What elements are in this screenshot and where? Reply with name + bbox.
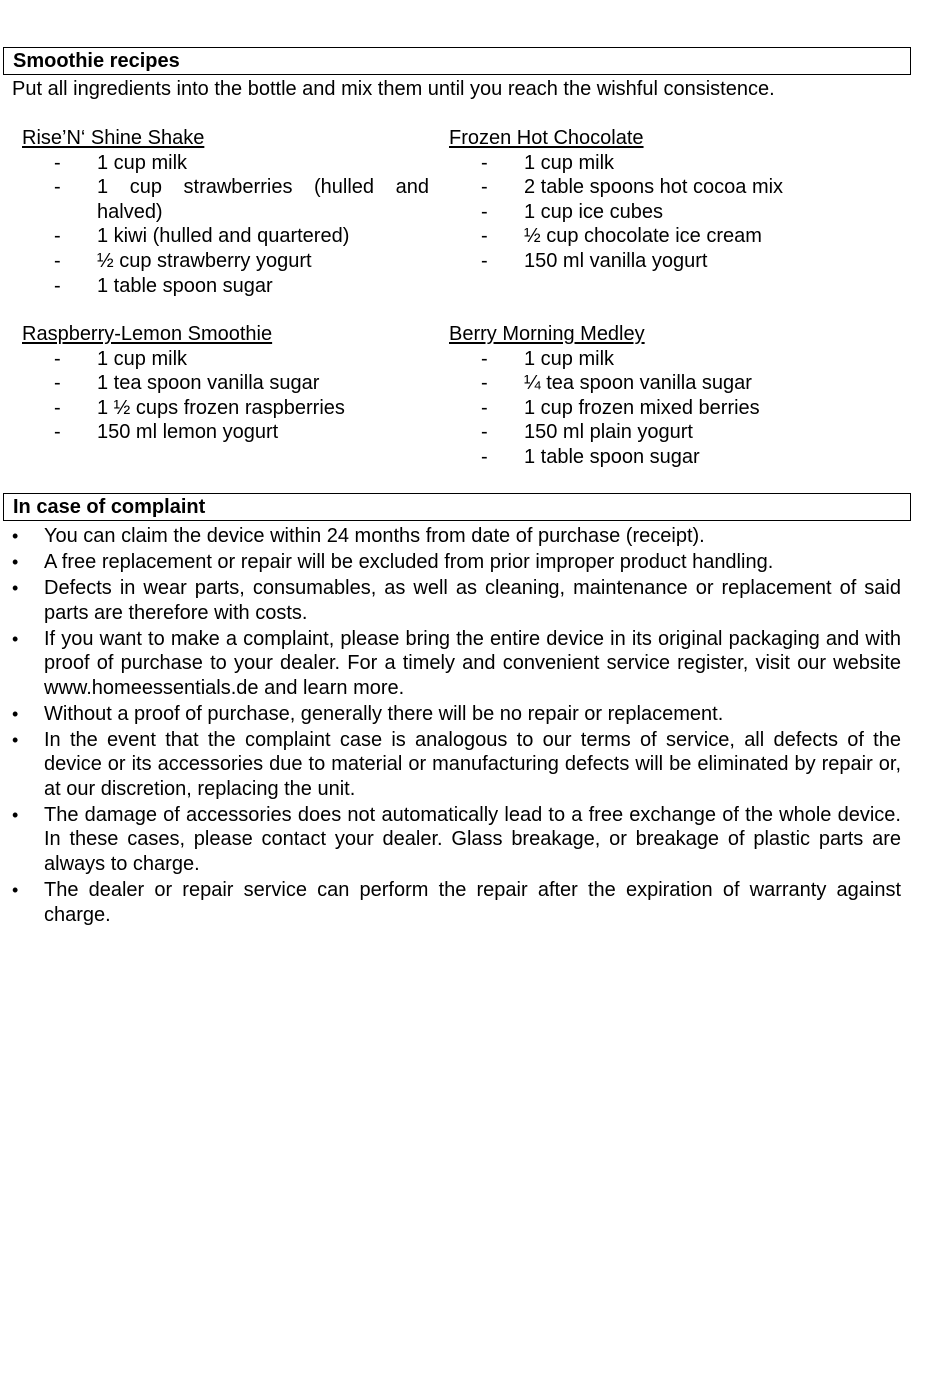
- bullet-icon: •: [12, 628, 19, 649]
- dash-marker: -: [481, 445, 488, 468]
- recipe-title: Frozen Hot Chocolate: [449, 127, 644, 149]
- ingredient-item: [439, 371, 899, 396]
- ingredient-item: [439, 175, 899, 200]
- recipe-title: Rise’N‘ Shine Shake: [22, 127, 205, 149]
- dash-marker: -: [481, 176, 488, 199]
- section-header-complaint: [3, 493, 911, 521]
- list-item: [12, 803, 901, 877]
- ingredient-item: [439, 396, 899, 421]
- bullet-icon: •: [12, 526, 19, 546]
- ingredient-item: [439, 249, 899, 274]
- ingredient-item: [12, 151, 429, 176]
- dash-marker: -: [54, 396, 61, 419]
- section-title: In case of complaint: [13, 496, 206, 518]
- dash-marker: -: [54, 225, 61, 248]
- recipe-card: [439, 322, 899, 470]
- recipe-title: Berry Morning Medley: [449, 323, 645, 345]
- dash-marker: -: [54, 249, 61, 272]
- bullet-icon: •: [12, 551, 19, 572]
- dash-marker: -: [481, 200, 488, 223]
- list-item-text: Defects in wear parts, consumables, as well as cleaning, maintenance or replacement of said parts are therefore with costs.: [44, 576, 901, 624]
- ingredient-item: [12, 274, 429, 299]
- ingredient-item: [439, 445, 899, 470]
- ingredient-text: 1 cup milk: [524, 151, 615, 174]
- dash-marker: -: [54, 372, 61, 395]
- ingredient-text: 150 ml lemon yogurt: [97, 421, 279, 444]
- recipe-card: [12, 126, 429, 298]
- list-item: [12, 524, 901, 549]
- ingredient-item: [12, 371, 429, 396]
- list-item-text: If you want to make a complaint, please bring the entire device in its original packaging and with proof of purchase to your dealer. For a timely and convenient service register, visit our website www.homeessentials.de and learn more.: [44, 627, 901, 699]
- bullet-icon: •: [12, 729, 19, 750]
- ingredient-item: [12, 396, 429, 421]
- dash-marker: -: [54, 421, 61, 444]
- ingredient-list: [439, 151, 899, 274]
- ingredient-text: ¼ tea spoon vanilla sugar: [524, 372, 752, 395]
- bullet-icon: •: [12, 880, 19, 901]
- ingredient-item: [12, 249, 429, 274]
- list-item-text: The dealer or repair service can perform the repair after the expiration of warranty against charge.: [44, 879, 901, 926]
- recipe-card: [12, 322, 429, 445]
- section-header-recipes: [3, 47, 911, 75]
- ingredient-text: ½ cup chocolate ice cream: [524, 225, 762, 248]
- dash-marker: -: [54, 274, 61, 297]
- ingredient-item: [439, 224, 899, 249]
- list-item: [12, 878, 901, 927]
- ingredient-item: [439, 151, 899, 176]
- dash-marker: -: [481, 225, 488, 248]
- list-item: [12, 576, 901, 625]
- list-item-text: The damage of accessories does not automatically lead to a free exchange of the whole device. In these cases, please contact your dealer. Glass breakage, or breakage of plastic parts are always to charge.: [44, 803, 901, 876]
- ingredient-item: [439, 347, 899, 372]
- dash-marker: -: [481, 372, 488, 395]
- dash-marker: -: [54, 347, 61, 370]
- dash-marker: -: [481, 151, 488, 174]
- dash-marker: -: [481, 421, 488, 444]
- bullet-icon: •: [12, 804, 19, 825]
- ingredient-item: [12, 175, 429, 224]
- list-item: [12, 627, 901, 701]
- ingredient-text: 1 cup milk: [97, 347, 188, 370]
- ingredient-item: [12, 347, 429, 372]
- ingredient-text: 1 cup milk: [97, 151, 188, 174]
- dash-marker: -: [54, 176, 61, 199]
- list-item-text: Without a proof of purchase, generally there will be no repair or replacement.: [44, 702, 724, 725]
- ingredient-text: 1 kiwi (hulled and quartered): [97, 225, 350, 248]
- ingredient-text: 2 table spoons hot cocoa mix: [524, 176, 784, 199]
- bullet-icon: •: [12, 703, 19, 724]
- list-item-text: You can claim the device within 24 months from date of purchase (receipt).: [44, 525, 705, 547]
- ingredient-text: 150 ml vanilla yogurt: [524, 249, 708, 272]
- dash-marker: -: [481, 347, 488, 370]
- list-item: [12, 702, 901, 727]
- ingredient-text: 1 table spoon sugar: [97, 274, 273, 297]
- ingredient-text: 1 tea spoon vanilla sugar: [97, 372, 320, 395]
- ingredient-text: ½ cup strawberry yogurt: [97, 249, 312, 272]
- recipe-card: [439, 126, 899, 274]
- ingredient-text: 1 cup ice cubes: [524, 200, 663, 223]
- ingredient-text: 1 ½ cups frozen raspberries: [97, 396, 345, 419]
- ingredient-list: [439, 347, 899, 470]
- ingredient-item: [439, 420, 899, 445]
- dash-marker: -: [54, 151, 61, 174]
- ingredient-text: 1 cup strawberries (hulled and halved): [97, 176, 429, 223]
- section-title: Smoothie recipes: [13, 50, 180, 72]
- ingredient-list: [12, 347, 429, 445]
- complaint-list: [12, 524, 901, 929]
- recipes-intro: Put all ingredients into the bottle and mix them until you reach the wishful consistence.: [12, 78, 775, 100]
- ingredient-text: 150 ml plain yogurt: [524, 421, 693, 444]
- dash-marker: -: [481, 396, 488, 419]
- list-item-text: A free replacement or repair will be excluded from prior improper product handling.: [44, 550, 774, 573]
- list-item: [12, 728, 901, 802]
- list-item-text: In the event that the complaint case is analogous to our terms of service, all defects of the device or its accessories due to material or manufacturing defects will be eliminated by repair or, at our discretion, replacing the unit.: [44, 728, 901, 800]
- ingredient-item: [439, 200, 899, 225]
- ingredient-text: 1 table spoon sugar: [524, 445, 700, 468]
- bullet-icon: •: [12, 577, 19, 598]
- ingredient-text: 1 cup milk: [524, 347, 615, 370]
- dash-marker: -: [481, 249, 488, 272]
- ingredient-list: [12, 151, 429, 299]
- ingredient-item: [12, 224, 429, 249]
- list-item: [12, 550, 901, 575]
- ingredient-item: [12, 420, 429, 445]
- ingredient-text: 1 cup frozen mixed berries: [524, 396, 760, 419]
- recipe-title: Raspberry-Lemon Smoothie: [22, 323, 273, 345]
